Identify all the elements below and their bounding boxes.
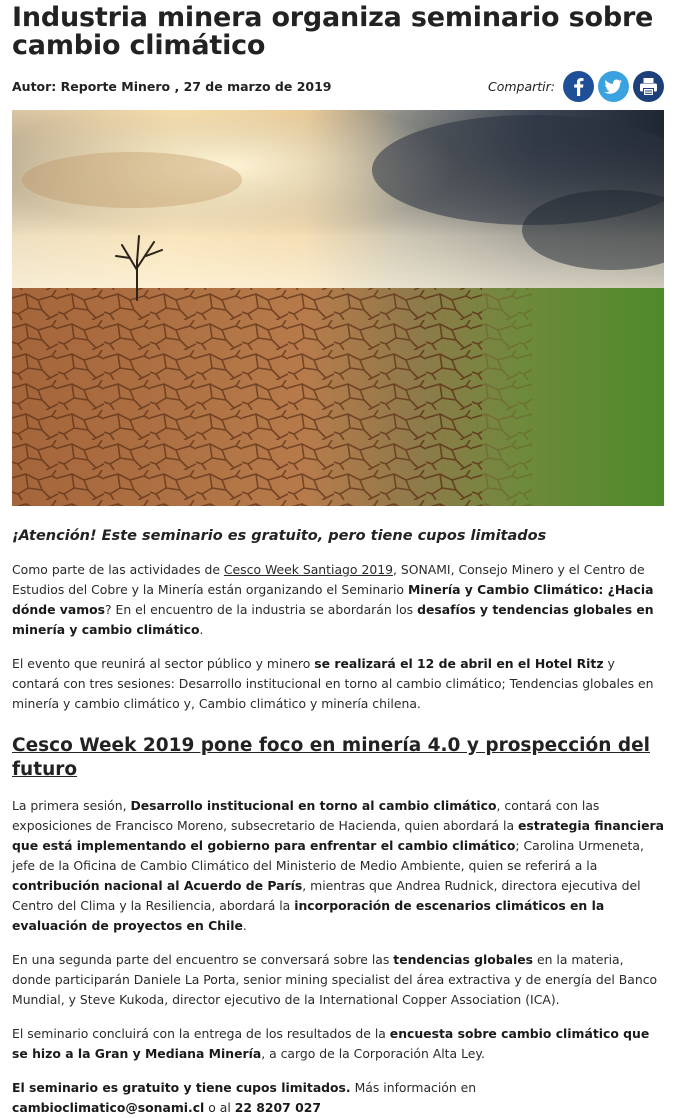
article-meta — [12, 68, 664, 104]
text: en la materia, donde participarán Daniele La Porta, senior mining specialist del área extractiva y de energía del Banco Mundial, y Steve Kukoda, director ejecutivo de la International Copper Association (ICA). — [12, 952, 658, 1007]
notice-heading: ¡Atención! Este seminario es gratuito, pero tiene cupos limitados — [12, 528, 547, 544]
text: . — [242, 918, 247, 933]
twitter-share-button[interactable] — [598, 71, 629, 102]
text: , SONAMI, Consejo Minero y el Centro de Estudios del Cobre y la Minería están organizando el Seminario — [12, 562, 645, 597]
paragraph-5 — [12, 1024, 664, 1064]
text: y contará con tres sesiones: Desarrollo institucional en torno al cambio climático; Tendencias globales en minería y cambio climático y, Cambio climático y minería chilena. — [12, 656, 654, 711]
text: ; Carolina Urmeneta, jefe de la Oficina de Cambio Climático del Ministerio de Medio Ambiente, quien se referirá a la — [12, 838, 644, 873]
print-icon — [633, 71, 664, 102]
print-button[interactable] — [633, 71, 664, 102]
share-bar — [488, 71, 664, 102]
bold-text: encuesta sobre cambio climático que se hizo a la Gran y Mediana Minería — [12, 1026, 650, 1061]
text: La primera sesión, — [12, 798, 131, 813]
author-line: Autor: Reporte Minero , 27 de marzo de 2019 — [12, 78, 332, 94]
text: El seminario concluirá con la entrega de los resultados de la — [12, 1026, 390, 1041]
paragraph-4 — [12, 950, 664, 1010]
text: El evento que reunirá al sector público y minero — [12, 656, 315, 671]
text: , mientras que Andrea Rudnick, directora ejecutiva del Centro del Clima y la Resiliencia, abordará la — [12, 878, 641, 913]
text: Más información en — [350, 1080, 477, 1095]
bold-text: El seminario es gratuito y tiene cupos limitados. — [12, 1080, 351, 1095]
contact-phone: 22 8207 027 — [234, 1100, 321, 1115]
paragraph-6 — [12, 1078, 664, 1118]
bold-text: incorporación de escenarios climáticos en la evaluación de proyectos en Chile — [12, 898, 605, 933]
bold-text: Desarrollo institucional en torno al cambio climático — [130, 798, 497, 813]
share-label: Compartir: — [487, 78, 555, 94]
contact-email: cambioclimatico@sonami.cl — [12, 1100, 205, 1115]
hero-image — [12, 110, 664, 506]
facebook-share-button[interactable] — [563, 71, 594, 102]
bold-text: tendencias globales — [393, 952, 534, 967]
text: Como parte de las actividades de — [12, 562, 224, 577]
bold-text: Minería y Cambio Climático: ¿Hacia dónde vamos — [12, 582, 654, 617]
text: , contará con las exposiciones de Francisco Moreno, subsecretario de Hacienda, quien abordará la — [12, 798, 600, 833]
text: o al — [204, 1100, 235, 1115]
paragraph-3 — [12, 796, 664, 936]
paragraph-2 — [12, 654, 664, 714]
article-title: Industria minera organiza seminario sobre cambio climático — [12, 2, 654, 61]
paragraph-1 — [12, 560, 664, 640]
text: . — [199, 622, 204, 637]
bold-text: desafíos y tendencias globales en minería y cambio climático — [12, 602, 654, 637]
text: En una segunda parte del encuentro se conversará sobre las — [12, 952, 394, 967]
facebook-icon — [563, 71, 594, 102]
text: , a cargo de la Corporación Alta Ley. — [261, 1046, 485, 1061]
twitter-icon — [598, 71, 629, 102]
section-heading: Cesco Week 2019 pone foco en minería 4.0 y prospección del futuro — [12, 735, 650, 780]
bold-text: estrategia financiera que está implementando el gobierno para enfrentar el cambio climático — [12, 818, 664, 853]
bold-text: se realizará el 12 de abril en el Hotel Ritz — [314, 656, 604, 671]
bold-text: contribución nacional al Acuerdo de París — [12, 878, 303, 893]
text: ? En el encuentro de la industria se abordarán los — [105, 602, 418, 617]
cesco-week-link[interactable]: Cesco Week Santiago 2019 — [223, 562, 393, 577]
